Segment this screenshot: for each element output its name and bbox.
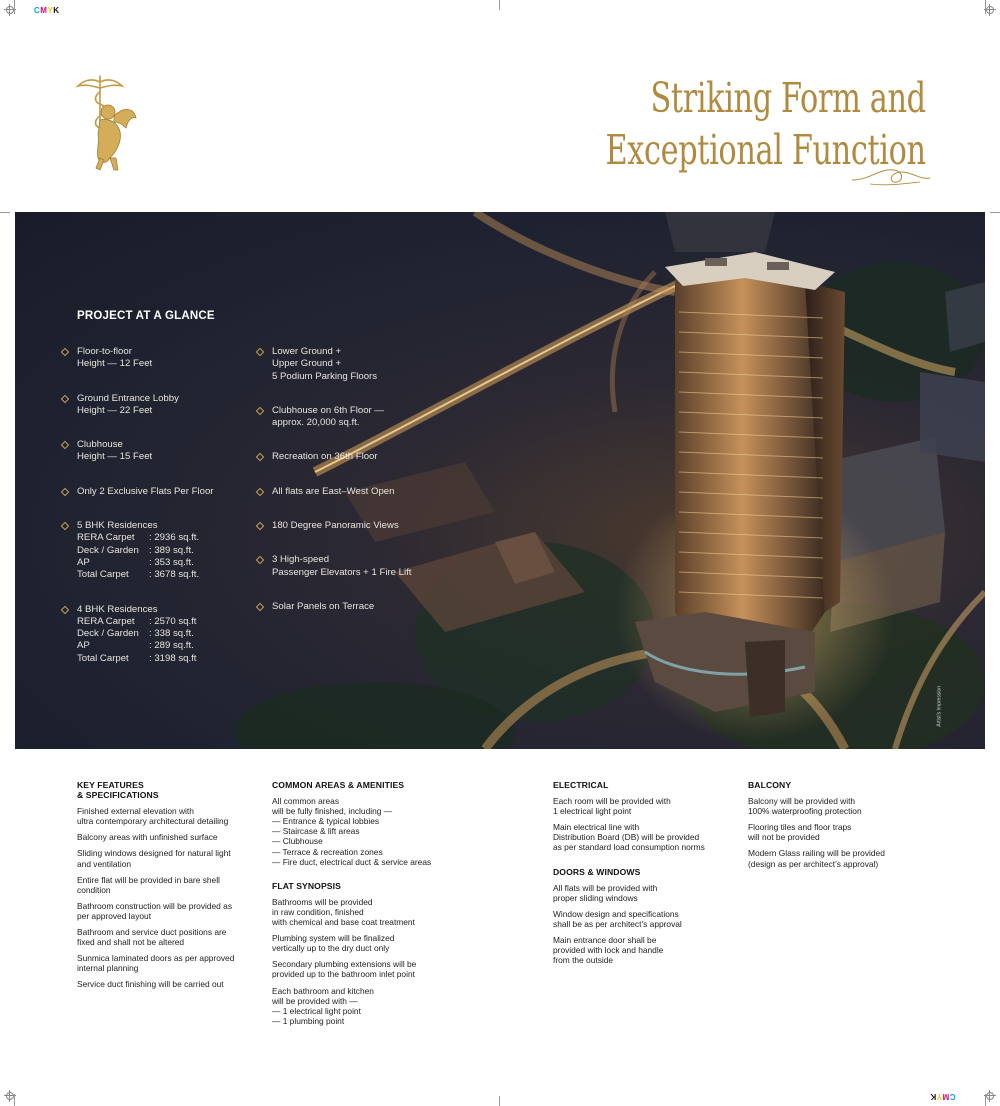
glance-item-solar: Solar Panels on Terrace — [272, 601, 411, 613]
glance-item-4bhk: 4 BHK Residences RERA Carpet : 2570 sq.ft Deck / Garden : 338 sq.ft. AP : 289 sq.ft. Total Carpet : 3198 sq.ft — [77, 604, 214, 665]
crop-mark — [990, 212, 1000, 213]
artists-impression-label: Artist's Impression — [937, 686, 943, 727]
glance-item-lobby-height: Ground Entrance Lobby Height — 22 Feet — [77, 393, 214, 418]
crop-mark — [499, 0, 500, 10]
glance-item-floor-height: Floor-to-floor Height — 12 Feet — [77, 346, 214, 371]
cmyk-color-bar-top: CMYK — [34, 6, 60, 15]
crop-mark — [14, 1094, 15, 1106]
glance-item-5bhk: 5 BHK Residences RERA Carpet : 2936 sq.ft. Deck / Garden : 389 sq.ft. AP : 353 sq.ft. Total Carpet : 3678 sq.ft. — [77, 520, 214, 581]
glance-item-clubhouse-height: Clubhouse Height — 15 Feet — [77, 439, 214, 464]
section-title: KEY FEATURES & SPECIFICATIONS — [77, 780, 159, 801]
common-areas-section: COMMON AREAS & AMENITIES All common areas will be fully finished, including — — Entrance & typical lobbies — Staircase & lift areas — Clubhouse — Terrace & recreation zones — Fire duct, electrical duct & service areas FLAT SYNOPSIS Bathrooms will be provided in raw condition, finished with chemical and base coat treatment Plumbing system will be finalized vertically up to the dry duct only Secondary plumbing extensions will be provided up to the bathroom inlet point Each bathroom and kitchen will be provided with — — 1 electrical light point — 1 plumbing point — [272, 780, 462, 1026]
flat-synopsis-title: FLAT SYNOPSIS — [272, 880, 341, 891]
glance-column-left — [77, 346, 214, 665]
balcony-section: BALCONY Balcony will be provided with 100% waterproofing protection Flooring tiles and floor traps will not be provided Modern Glass railing will be provided (design as per architect’s approval) — [748, 780, 928, 869]
glance-item-parking: Lower Ground + Upper Ground + 5 Podium Parking Floors — [272, 346, 411, 383]
project-at-a-glance-title: PROJECT AT A GLANCE — [77, 310, 215, 322]
electrical-section: ELECTRICAL Each room will be provided with 1 electrical light point Main electrical line with Distribution Board (DB) will be provided as per standard load consumption norms DOORS & WINDOWS All flats will be provided with proper sliding windows Window design and specifications shall be as per architect’s approval Main entrance door shall be provided with lock and handle from the outside — [553, 780, 733, 965]
crop-mark — [0, 212, 10, 213]
headline-line-2: Exceptional Function — [605, 126, 926, 174]
crop-mark — [985, 0, 986, 14]
crop-mark — [499, 1096, 500, 1106]
key-features-section: KEY FEATURES & SPECIFICATIONS Finished external elevation with ultra contemporary architectural detailing Balcony areas with unfinished surface Sliding windows designed for natural light and ventilation Entire flat will be provided in bare shell condition Bathroom construction will be provided as per approved layout Bathroom and service duct positions are fixed and shall not be altered Sunmica laminated doors as per approved internal planning Service duct finishing will be carried out — [77, 780, 262, 990]
section-title: ELECTRICAL — [553, 780, 609, 790]
glance-item-panoramic: 180 Degree Panoramic Views — [272, 520, 411, 532]
glance-column-right — [272, 346, 411, 613]
flourish-ornament-icon — [850, 160, 932, 190]
glance-item-flats-per-floor: Only 2 Exclusive Flats Per Floor — [77, 486, 214, 498]
doors-windows-title: DOORS & WINDOWS — [553, 866, 641, 877]
section-title: COMMON AREAS & AMENITIES — [272, 780, 405, 790]
cherub-emblem-icon — [70, 72, 140, 172]
cmyk-color-bar-bottom: CMYK — [930, 1092, 956, 1101]
crop-mark — [985, 1094, 986, 1106]
headline-line-1: Striking Form and — [650, 74, 926, 122]
glance-item-clubhouse-floor: Clubhouse on 6th Floor — approx. 20,000 sq.ft. — [272, 405, 411, 430]
glance-item-east-west: All flats are East–West Open — [272, 486, 411, 498]
section-title: BALCONY — [748, 780, 792, 790]
glance-item-recreation: Recreation on 36th Floor — [272, 451, 411, 463]
crop-mark — [14, 0, 15, 14]
hero-aerial-render — [15, 212, 985, 749]
glance-item-elevators: 3 High-speed Passenger Elevators + 1 Fire Lift — [272, 554, 411, 579]
